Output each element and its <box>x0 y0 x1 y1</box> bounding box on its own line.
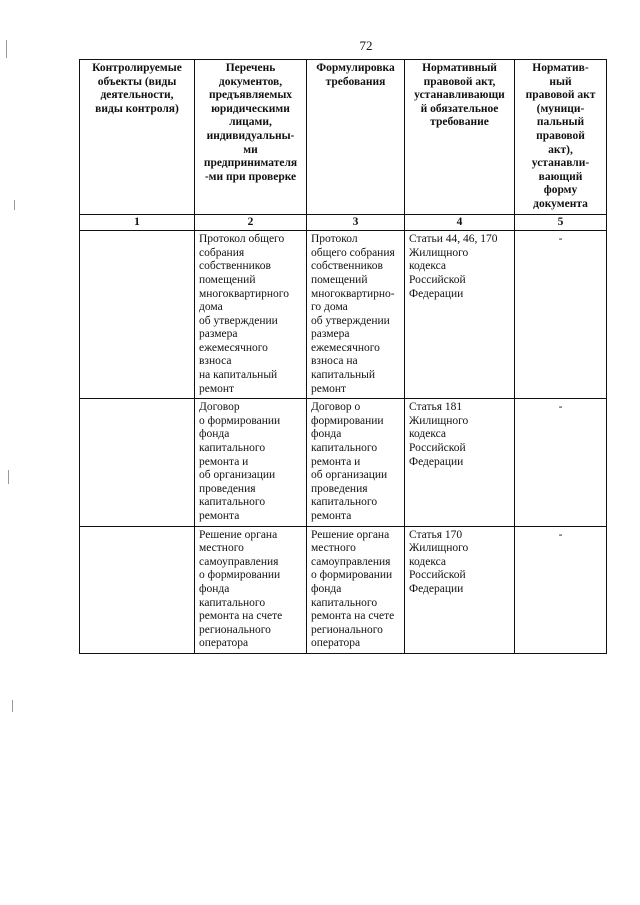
scan-artifact <box>6 40 7 58</box>
header-row <box>80 60 607 215</box>
cell-requirement: Протокол общего собрания собственников помещений многоквартирно- го дома об утверждении размера ежемесячного взноса на капитальный ремонт <box>307 231 405 399</box>
requirements-table <box>79 59 607 654</box>
table-row <box>80 526 607 653</box>
cell-document: Договор о формировании фонда капитального ремонта и об организации проведения капитального ремонта <box>195 399 307 526</box>
column-number-row <box>80 214 607 231</box>
cell-document: Решение органа местного самоуправления о формировании фонда капитального ремонта на счете регионального оператора <box>195 526 307 653</box>
page-number: 72 <box>359 38 373 53</box>
scan-artifact <box>12 700 13 712</box>
table-row <box>80 399 607 526</box>
header-legal-act: Нормативный правовой акт, устанавливающи й обязательное требование <box>405 60 515 215</box>
column-number: 4 <box>405 214 515 231</box>
column-number: 1 <box>80 214 195 231</box>
cell-legal-act: Статьи 44, 46, 170 Жилищного кодекса Российской Федерации <box>405 231 515 399</box>
header-requirement: Формулировка требования <box>307 60 405 215</box>
scan-artifact <box>14 200 15 210</box>
column-number: 2 <box>195 214 307 231</box>
cell-document: Протокол общего собрания собственников помещений многоквартирного дома об утверждении размера ежемесячного взноса на капитальный ремонт <box>195 231 307 399</box>
cell-object <box>80 526 195 653</box>
header-documents-list: Перечень документов, предъявляемых юридическими лицами, индивидуальны- ми предпринимателя -ми при проверке <box>195 60 307 215</box>
cell-requirement: Договор о формировании фонда капитального ремонта и об организации проведения капитального ремонта <box>307 399 405 526</box>
table-row <box>80 231 607 399</box>
cell-form-act: - <box>515 399 607 526</box>
cell-form-act: - <box>515 526 607 653</box>
cell-object <box>80 399 195 526</box>
cell-legal-act: Статья 170 Жилищного кодекса Российской Федерации <box>405 526 515 653</box>
cell-requirement: Решение органа местного самоуправления о формировании фонда капитального ремонта на счете регионального оператора <box>307 526 405 653</box>
scan-artifact <box>8 470 9 484</box>
column-number: 5 <box>515 214 607 231</box>
cell-legal-act: Статья 181 Жилищного кодекса Российской Федерации <box>405 399 515 526</box>
cell-object <box>80 231 195 399</box>
header-form-act: Норматив- ный правовой акт (муници- пальный правовой акт), устанавли- вающий форму документа <box>515 60 607 215</box>
cell-form-act: - <box>515 231 607 399</box>
header-controlled-objects: Контролируемые объекты (виды деятельности, виды контроля) <box>80 60 195 215</box>
column-number: 3 <box>307 214 405 231</box>
